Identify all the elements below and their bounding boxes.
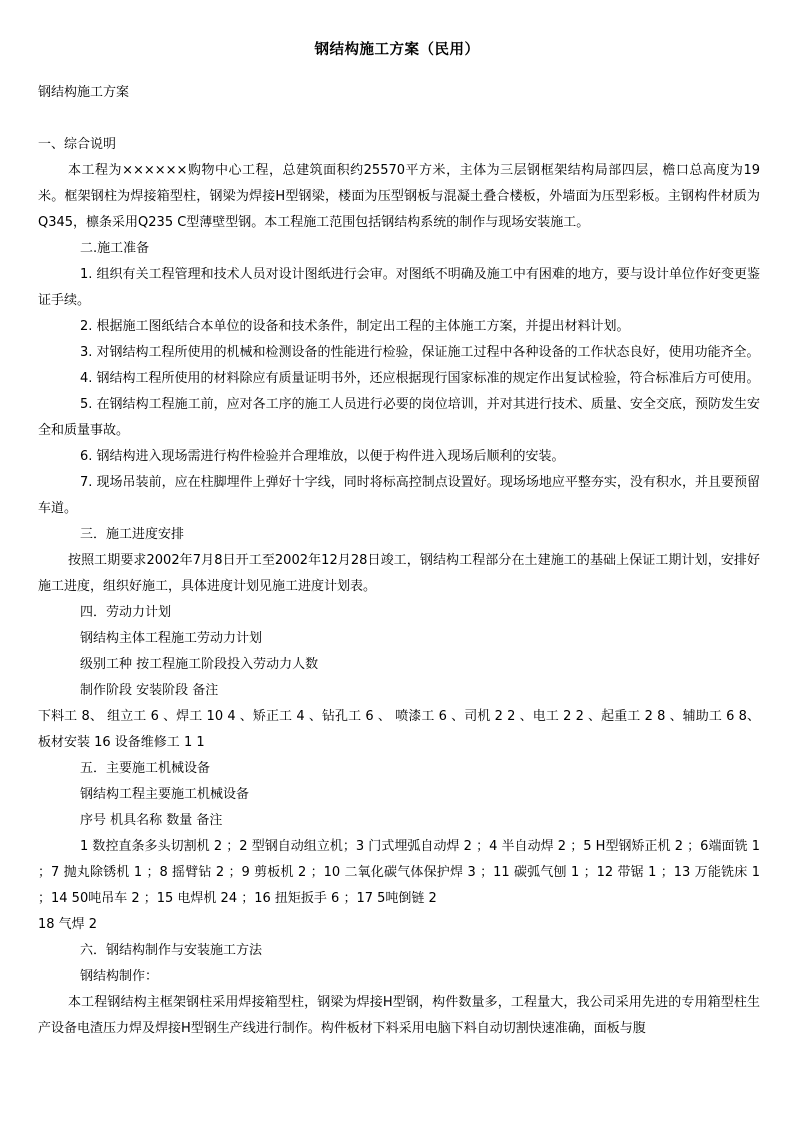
list-item: 6. 钢结构进入现场需进行构件检验并合理堆放，以便于构件进入现场后顺利的安装。 <box>80 449 565 464</box>
list-item: 1. 组织有关工程管理和技术人员对设计图纸进行会审。对图纸不明确及施工中有困难的地方，要与设计单位作好变更鉴证手续。 <box>38 267 760 308</box>
equipment-list-tail: 18 气焊 2 <box>38 917 98 932</box>
list-item: 4. 钢结构工程所使用的材料除应有质量证明书外，还应根据现行国家标准的规定作出复试检验，符合标准后方可使用。 <box>80 371 760 386</box>
section-heading-1: 一、综合说明 <box>38 137 117 152</box>
table-header-line: 制作阶段 安装阶段 备注 <box>80 683 219 698</box>
section-heading-5: 五．主要施工机械设备 <box>80 761 211 776</box>
paragraph-schedule: 按照工期要求2002年7月8日开工至2002年12月28日竣工，钢结构工程部分在土建施工的基础上保证工期计划，安排好施工进度，组织好施工，具体进度计划见施工进度计划表。 <box>38 553 760 594</box>
section-heading-3: 三．施工进度安排 <box>80 527 185 542</box>
document-title: 钢结构施工方案（民用） <box>314 42 480 58</box>
list-item: 3. 对钢结构工程所使用的机械和检测设备的性能进行检验，保证施工过程中各种设备的工作状态良好，使用功能齐全。 <box>80 345 760 360</box>
table-header-line: 级别工种 按工程施工阶段投入劳动力人数 <box>80 657 319 672</box>
paragraph-overview: 本工程为××××××购物中心工程，总建筑面积约25570平方米，主体为三层钢框架结构局部四层，檐口总高度为19米。框架钢柱为焊接箱型柱，钢梁为焊接H型钢梁，楼面为压型钢板与混凝土叠合楼板，外墙面为压型彩板。主钢构件材质为Q345，檩条采用Q235 C型薄壁型钢。本工程施工范围包括钢结构系统的制作与现场安装施工。 <box>38 163 760 230</box>
section-heading-2: 二.施工准备 <box>80 241 150 256</box>
list-item: 5. 在钢结构工程施工前，应对各工序的施工人员进行必要的岗位培训，并对其进行技术、质量、安全交底，预防发生安全和质量事故。 <box>38 397 760 438</box>
table-caption: 钢结构主体工程施工劳动力计划 <box>80 631 263 646</box>
labor-list: 下料工 8、 组立工 6 、焊工 10 4 、矫正工 4 、钻孔工 6 、 喷漆工 6 、司机 2 2 、电工 2 2 、起重工 2 8 、辅助工 6 8、 板材安装 16 设备维修工 1 1 <box>38 709 760 750</box>
subsection-heading: 钢结构制作： <box>80 969 159 984</box>
table-header-line: 序号 机具名称 数量 备注 <box>80 813 223 828</box>
document-body <box>38 80 760 1042</box>
spacer <box>38 106 760 132</box>
section-heading-6: 六．钢结构制作与安装施工方法 <box>80 943 263 958</box>
section-heading-4: 四．劳动力计划 <box>80 605 172 620</box>
table-caption: 钢结构工程主要施工机械设备 <box>80 787 250 802</box>
document-subtitle: 钢结构施工方案 <box>38 85 130 100</box>
list-item: 7. 现场吊装前，应在柱脚埋件上弹好十字线，同时将标高控制点设置好。现场场地应平整夯实，没有积水，并且要预留车道。 <box>38 475 760 516</box>
paragraph-fabrication: 本工程钢结构主框架钢柱采用焊接箱型柱，钢梁为焊接H型钢，构件数量多，工程量大，我公司采用先进的专用箱型柱生产设备电渣压力焊及焊接H型钢生产线进行制作。构件板材下料采用电脑下料自动切割快速准确，面板与腹 <box>38 995 760 1036</box>
list-item: 2. 根据施工图纸结合本单位的设备和技术条件，制定出工程的主体施工方案，并提出材料计划。 <box>80 319 630 334</box>
equipment-list: 1 数控直条多头切割机 2 ；2 型钢自动组立机；3 门式埋弧自动焊 2 ；4 半自动焊 2 ；5 H型钢矫正机 2 ；6端面铣 1 ；7 抛丸除锈机 1 ；8 摇臂钻 2 ；9 剪板机 2 ；10 二氧化碳气体保护焊 3 ；11 碳弧气刨 1 ；12 带锯 1 ；13 万能铣床 1 ；14 50吨吊车 2 ；15 电焊机 24 ；16 扭矩扳手 6 ；17 5吨倒链 2 <box>38 839 760 906</box>
